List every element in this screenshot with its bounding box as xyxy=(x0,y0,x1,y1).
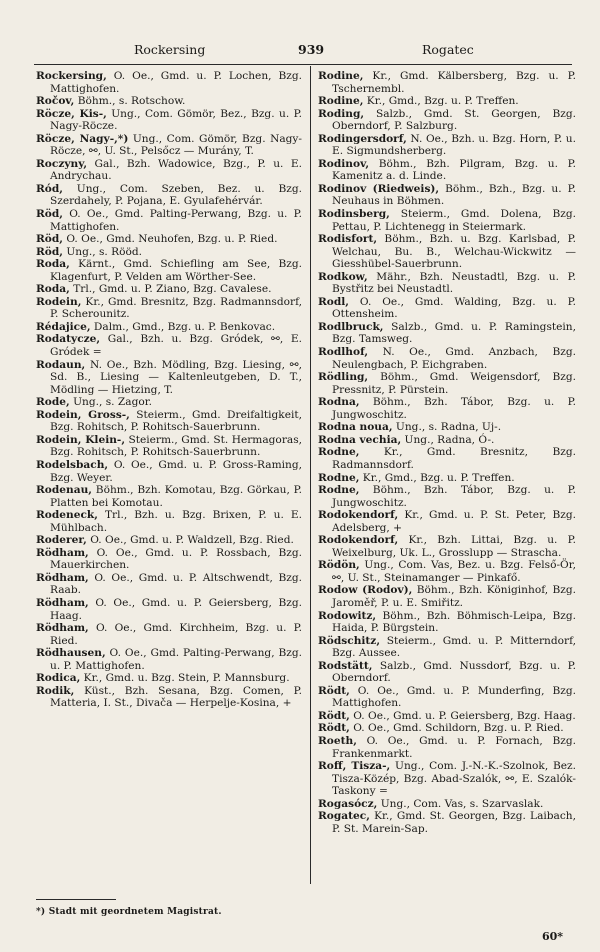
entry-details: Böhm., Gmd. Weigensdorf, Bzg. Pressnitz, P. Pürstein. xyxy=(332,371,576,396)
entry-headword: Röcze, Nagy-,*) xyxy=(36,132,129,145)
entry-headword: Röd, xyxy=(36,233,63,246)
entry-headword: Rodokendorf, xyxy=(318,509,399,522)
entry-headword: Rödham, xyxy=(36,546,89,559)
directory-entry xyxy=(318,158,576,183)
entry-headword: Rödön, xyxy=(318,559,360,572)
entry-details: Ung., Com. Vas, s. Szarvaslak. xyxy=(377,797,544,810)
directory-entry xyxy=(318,584,576,609)
entry-details: Kr., Bzh. Littai, Bzg. u. P. Weixelburg, Uk. L., Grosslupp — Strascha. xyxy=(332,534,576,559)
entry-headword: Rodein, Gross-, xyxy=(36,408,130,421)
entry-details: Ung., s. Zagor. xyxy=(69,396,152,409)
directory-entry xyxy=(36,95,302,108)
entry-headword: Rödham, xyxy=(36,571,89,584)
entry-headword: Rodne, xyxy=(318,471,360,484)
entry-details: O. Oe., Gmd. u. P. Waldzell, Bzg. Ried. xyxy=(86,534,294,547)
entry-details: Böhm., Bzh. Komotau, Bzg. Görkau, P. Platten bei Komotau. xyxy=(50,484,302,509)
entry-details: O. Oe., Gmd. Palting-Perwang, Bzg. u. P. Mattighofen. xyxy=(50,647,302,672)
entry-headword: Rédajice, xyxy=(36,320,91,333)
directory-entry xyxy=(318,434,576,447)
entry-details: O. Oe., Gmd. u. P. Rossbach, Bzg. Mauerkirchen. xyxy=(50,546,302,572)
entry-details: Ung., s. Rööd. xyxy=(62,245,143,258)
directory-entry xyxy=(36,133,302,158)
entry-headword: Rodstätt, xyxy=(318,659,373,672)
entry-details: Kr., Gmd., Bzg. u. P. Treffen. xyxy=(363,95,519,108)
entry-details: Steierm., Gmd. u. P. Mitterndorf, Bzg. Aussee. xyxy=(332,634,576,660)
entry-headword: Röcze, Kis-, xyxy=(36,107,107,120)
directory-entry xyxy=(318,810,576,835)
directory-entry xyxy=(36,158,302,183)
directory-entry xyxy=(318,396,576,421)
directory-entry xyxy=(36,685,302,710)
entry-headword: Röd, xyxy=(36,245,63,258)
entry-headword: Rogasócz, xyxy=(318,797,378,810)
directory-entry xyxy=(36,597,302,622)
entry-details: Salzb., Gmd. u. P. Ramingstein, Bzg. Tamsweg. xyxy=(332,320,576,346)
entry-details: N. Oe., Bzh. u. Bzg. Horn, P. u. E. Sigmundsherberg. xyxy=(332,132,576,158)
directory-entry xyxy=(318,559,576,584)
directory-entry xyxy=(36,572,302,597)
directory-entry xyxy=(318,635,576,660)
directory-entry xyxy=(36,547,302,572)
entry-headword: Ród, xyxy=(36,182,63,195)
entry-details: Böhm., Bzh. Tábor, Bzg. u. P. Jungwoschitz. xyxy=(332,484,576,509)
entry-headword: Rodne, xyxy=(318,446,360,459)
entry-details: Böhm., Bzh. Königinhof, Bzg. Jaroměř, P. u. E. Smiřitz. xyxy=(332,584,576,609)
column-divider xyxy=(310,66,311,884)
directory-entry xyxy=(318,660,576,685)
entry-details: Mähr., Bzh. Neustadtl, Bzg. u. P. Bystřitz bei Neustadtl. xyxy=(332,270,576,296)
entry-details: N. Oe., Bzh. Mödling, Bzg. Liesing, ⚯, Sd. B., Liesing — Kaltenleutgeben, D. T., Mödling — Hietzing, T. xyxy=(50,358,302,396)
entry-details: Steierm., Gmd. Dolena, Bzg. Pettau, P. Lichtenegg in Steiermark. xyxy=(332,208,576,233)
entry-headword: Rödham, xyxy=(36,622,89,635)
entry-details: Kr., Gmd. u. P. St. Peter, Bzg. Adelsberg, + xyxy=(332,509,576,534)
directory-entry xyxy=(36,534,302,547)
entry-headword: Rödt, xyxy=(318,722,350,735)
directory-entry xyxy=(36,208,302,233)
entry-headword: Rödschitz, xyxy=(318,634,381,647)
entry-details: Salzb., Gmd. St. Georgen, Bzg. Oberndorf, P. Salzburg. xyxy=(332,107,576,133)
entry-headword: Roda, xyxy=(36,258,70,271)
directory-entry xyxy=(318,735,576,760)
directory-entry xyxy=(318,133,576,158)
entry-details: Kr., Gmd., Bzg. u. P. Treffen. xyxy=(359,471,515,484)
entry-details: Gal., Bzh. Wadowice, Bzg., P. u. E. Andrychau. xyxy=(50,157,302,183)
directory-entry xyxy=(318,95,576,108)
entry-headword: Rodokendorf, xyxy=(318,534,399,547)
entry-headword: Rodna vechia, xyxy=(318,433,402,446)
directory-entry xyxy=(318,610,576,635)
directory-entry xyxy=(36,246,302,259)
entry-details: Salzb., Gmd. Nussdorf, Bzg. u. P. Oberndorf. xyxy=(332,659,576,685)
entry-details: Böhm., Bzh. Pilgram, Bzg. u. P. Kamenitz a. d. Linde. xyxy=(332,157,576,183)
directory-entry xyxy=(318,472,576,485)
entry-headword: Rodaun, xyxy=(36,358,86,371)
entry-headword: Rödt, xyxy=(318,684,350,697)
entry-details: O. Oe., Gmd. Schildorn, Bzg. u. P. Ried. xyxy=(349,722,564,735)
entry-headword: Rodatycze, xyxy=(36,333,101,346)
directory-entry xyxy=(318,484,576,509)
entry-headword: Rodica, xyxy=(36,672,81,685)
entry-headword: Rodowitz, xyxy=(318,609,377,622)
entry-details: Küst., Bzh. Sesana, Bzg. Comen, P. Matteria, I. St., Divača — Herpelje-Kosina, + xyxy=(50,684,302,710)
entry-headword: Rodlhof, xyxy=(318,346,369,359)
entry-headword: Roeth, xyxy=(318,734,357,747)
footnote-rule xyxy=(36,899,116,900)
entry-headword: Rodein, Klein-, xyxy=(36,433,126,446)
entry-details: Ung., Com. J.-N.-K.-Szolnok, Bez. Tisza-Közép, Bzg. Abad-Szalók, ⚯, E. Szalók-Taskony = xyxy=(332,760,577,798)
directory-entry xyxy=(318,509,576,534)
header-left-guide-word: Rockersing xyxy=(134,42,206,57)
directory-entry xyxy=(36,396,302,409)
entry-headword: Rodisfort, xyxy=(318,233,378,246)
directory-entry xyxy=(318,271,576,296)
entry-headword: Rodeneck, xyxy=(36,509,98,522)
directory-entry xyxy=(36,333,302,358)
entry-headword: Rodna noua, xyxy=(318,421,393,434)
entry-details: Kr., Gmd. u. Bzg. Stein, P. Mannsburg. xyxy=(80,672,290,685)
directory-entry xyxy=(318,371,576,396)
entry-details: Kr., Gmd. St. Georgen, Bzg. Laibach, P. St. Marein-Sap. xyxy=(332,810,576,835)
entry-details: Böhm., Bzh., Bzg. u. P. Neuhaus in Böhmen. xyxy=(332,182,576,208)
directory-entry xyxy=(36,70,302,95)
entry-details: Kr., Gmd. Bresnitz, Bzg. Radmannsdorf, P. Scherounitz. xyxy=(50,295,302,321)
footnote: *) Stadt mit geordnetem Magistrat. xyxy=(36,907,222,917)
entry-headword: Rodinsberg, xyxy=(318,208,390,221)
entry-details: Ung., Com. Szeben, Bez. u. Bzg. Szerdahely, P. Pojana, E. Gyulafehérvár. xyxy=(50,182,302,208)
directory-entry xyxy=(36,108,302,133)
entry-details: Böhm., Bzh. Tábor, Bzg. u. P. Jungwoschitz. xyxy=(332,396,576,421)
directory-entry xyxy=(318,446,576,471)
directory-entry xyxy=(36,321,302,334)
directory-entry xyxy=(36,258,302,283)
entry-details: Kr., Gmd. Bresnitz, Bzg. Radmannsdorf. xyxy=(332,446,576,471)
directory-entry xyxy=(318,208,576,233)
entry-headword: Rockersing, xyxy=(36,70,107,82)
header-right-guide-word: Rogatec xyxy=(422,42,474,57)
entry-headword: Rogatec, xyxy=(318,810,370,823)
entry-headword: Rödhausen, xyxy=(36,647,106,660)
entry-details: O. Oe., Gmd. u. P. Lochen, Bzg. Mattighofen. xyxy=(50,70,302,95)
entry-details: Böhm., Bzh. Böhmisch-Leipa, Bzg. Haida, P. Bürgstein. xyxy=(332,609,576,635)
entry-details: Ung., Com. Gömör, Bzg. Nagy-Röcze, ⚯, U. St., Pelsőcz — Murány, T. xyxy=(50,132,302,158)
entry-headword: Rode, xyxy=(36,396,70,409)
directory-entry xyxy=(36,647,302,672)
entry-details: Dalm., Gmd., Bzg. u. P. Benkovac. xyxy=(90,320,276,333)
entry-headword: Rodenau, xyxy=(36,484,92,497)
entry-details: Trl., Bzh. u. Bzg. Brixen, P. u. E. Mühlbach. xyxy=(50,509,302,534)
entry-headword: Ročov, xyxy=(36,95,75,108)
directory-entry xyxy=(36,459,302,484)
directory-entry xyxy=(318,321,576,346)
entry-headword: Rodine, xyxy=(318,70,364,82)
entry-headword: Rodine, xyxy=(318,95,364,108)
entry-headword: Rodow (Rodov), xyxy=(318,584,413,597)
entry-headword: Roda, xyxy=(36,283,70,296)
directory-entry xyxy=(36,672,302,685)
directory-entry xyxy=(318,685,576,710)
entry-headword: Rodik, xyxy=(36,684,75,697)
entry-headword: Rodlbruck, xyxy=(318,320,384,333)
entry-headword: Rodinov (Riedweis), xyxy=(318,182,440,195)
entry-details: O. Oe., Gmd. u. P. Munderfing, Bzg. Mattighofen. xyxy=(332,684,576,710)
directory-entry xyxy=(318,296,576,321)
entry-headword: Roff, Tisza-, xyxy=(318,760,391,773)
directory-entry xyxy=(36,283,302,296)
directory-entry xyxy=(318,421,576,434)
entry-details: Gal., Bzh. u. Bzg. Gródek, ⚯, E. Gródek = xyxy=(50,333,302,359)
directory-entry xyxy=(36,484,302,509)
directory-entry xyxy=(36,509,302,534)
directory-entry xyxy=(36,622,302,647)
running-header xyxy=(34,38,572,62)
directory-entry xyxy=(318,710,576,723)
entry-details: O. Oe., Gmd. u. P. Fornach, Bzg. Frankenmarkt. xyxy=(332,734,576,760)
entry-details: O. Oe., Gmd. u. P. Geiersberg, Bzg. Haag. xyxy=(50,596,302,622)
entry-details: Böhm., s. Rotschow. xyxy=(74,95,186,108)
directory-entry xyxy=(36,409,302,434)
entry-details: Kärnt., Gmd. Schiefling am See, Bzg. Klagenfurt, P. Velden am Wörther-See. xyxy=(50,258,302,283)
entry-details: O. Oe., Gmd. u. P. Altschwendt, Bzg. Raab. xyxy=(50,571,302,597)
directory-entry xyxy=(36,233,302,246)
entry-details: Ung., s. Radna, Uj-. xyxy=(392,421,502,434)
entry-headword: Rödham, xyxy=(36,596,89,609)
directory-entry xyxy=(318,722,576,735)
entry-headword: Rödling, xyxy=(318,371,369,384)
entry-headword: Rodkow, xyxy=(318,270,368,283)
entry-details: Ung., Radna, Ó-. xyxy=(401,433,495,446)
entry-headword: Röd, xyxy=(36,208,63,221)
directory-entry xyxy=(318,233,576,271)
directory-entry xyxy=(318,346,576,371)
directory-entry xyxy=(318,798,576,811)
directory-entry xyxy=(318,534,576,559)
entry-details: Kr., Gmd. Kälbersberg, Bzg. u. P. Tschernembl. xyxy=(332,70,576,95)
entry-headword: Rodingersdorf, xyxy=(318,132,407,145)
left-column xyxy=(36,70,302,710)
directory-entry xyxy=(318,760,576,798)
directory-entry xyxy=(36,183,302,208)
entry-details: Steierm., Gmd. St. Hermagoras, Bzg. Rohitsch, P. Rohitsch-Sauerbrunn. xyxy=(50,433,302,459)
entry-details: Böhm., Bzh. u. Bzg. Karlsbad, P. Welchau, Bu. B., Welchau-Wickwitz — Giesshübel-Sauerbrunn. xyxy=(332,233,576,271)
entry-headword: Rodne, xyxy=(318,484,360,497)
entry-headword: Rodein, xyxy=(36,295,82,308)
entry-headword: Rödt, xyxy=(318,709,350,722)
entry-details: Ung., Com. Vas, Bez. u. Bzg. Felső-Ör, ⚯, U. St., Steinamanger — Pinkafő. xyxy=(332,559,576,584)
directory-entry xyxy=(36,359,302,397)
entry-details: N. Oe., Gmd. Anzbach, Bzg. Neulengbach, P. Eichgraben. xyxy=(332,346,576,371)
entry-headword: Roczyny, xyxy=(36,157,88,170)
entry-headword: Rodl, xyxy=(318,295,349,308)
entry-details: O. Oe., Gmd. u. P. Gross-Raming, Bzg. Weyer. xyxy=(50,458,302,484)
page-reference: 60* xyxy=(542,930,564,943)
entry-headword: Roding, xyxy=(318,107,365,120)
directory-entry xyxy=(318,108,576,133)
header-rule xyxy=(34,64,572,65)
directory-entry xyxy=(36,296,302,321)
right-column xyxy=(318,70,576,835)
directory-entry xyxy=(318,70,576,95)
entry-details: Steierm., Gmd. Dreifaltigkeit, Bzg. Rohitsch, P. Rohitsch-Sauerbrunn. xyxy=(50,408,303,434)
entry-headword: Rodelsbach, xyxy=(36,458,109,471)
entry-details: O. Oe., Gmd. Walding, Bzg. u. P. Ottensheim. xyxy=(332,295,576,321)
entry-details: O. Oe., Gmd. u. P. Geiersberg, Bzg. Haag. xyxy=(349,709,576,722)
entry-details: O. Oe., Gmd. Palting-Perwang, Bzg. u. P. Mattighofen. xyxy=(50,208,302,233)
entry-details: Trl., Gmd. u. P. Ziano, Bzg. Cavalese. xyxy=(69,283,272,296)
entry-headword: Roderer, xyxy=(36,534,87,547)
directory-entry xyxy=(36,434,302,459)
entry-details: O. Oe., Gmd. Neuhofen, Bzg. u. P. Ried. xyxy=(62,233,278,246)
entry-headword: Rodinov, xyxy=(318,157,370,170)
directory-entry xyxy=(318,183,576,208)
entry-details: O. Oe., Gmd. Kirchheim, Bzg. u. P. Ried. xyxy=(50,622,302,647)
page-number: 939 xyxy=(298,42,325,57)
entry-headword: Rodna, xyxy=(318,396,360,409)
entry-details: Ung., Com. Gömör, Bez., Bzg. u. P. Nagy-Röcze. xyxy=(50,107,302,133)
